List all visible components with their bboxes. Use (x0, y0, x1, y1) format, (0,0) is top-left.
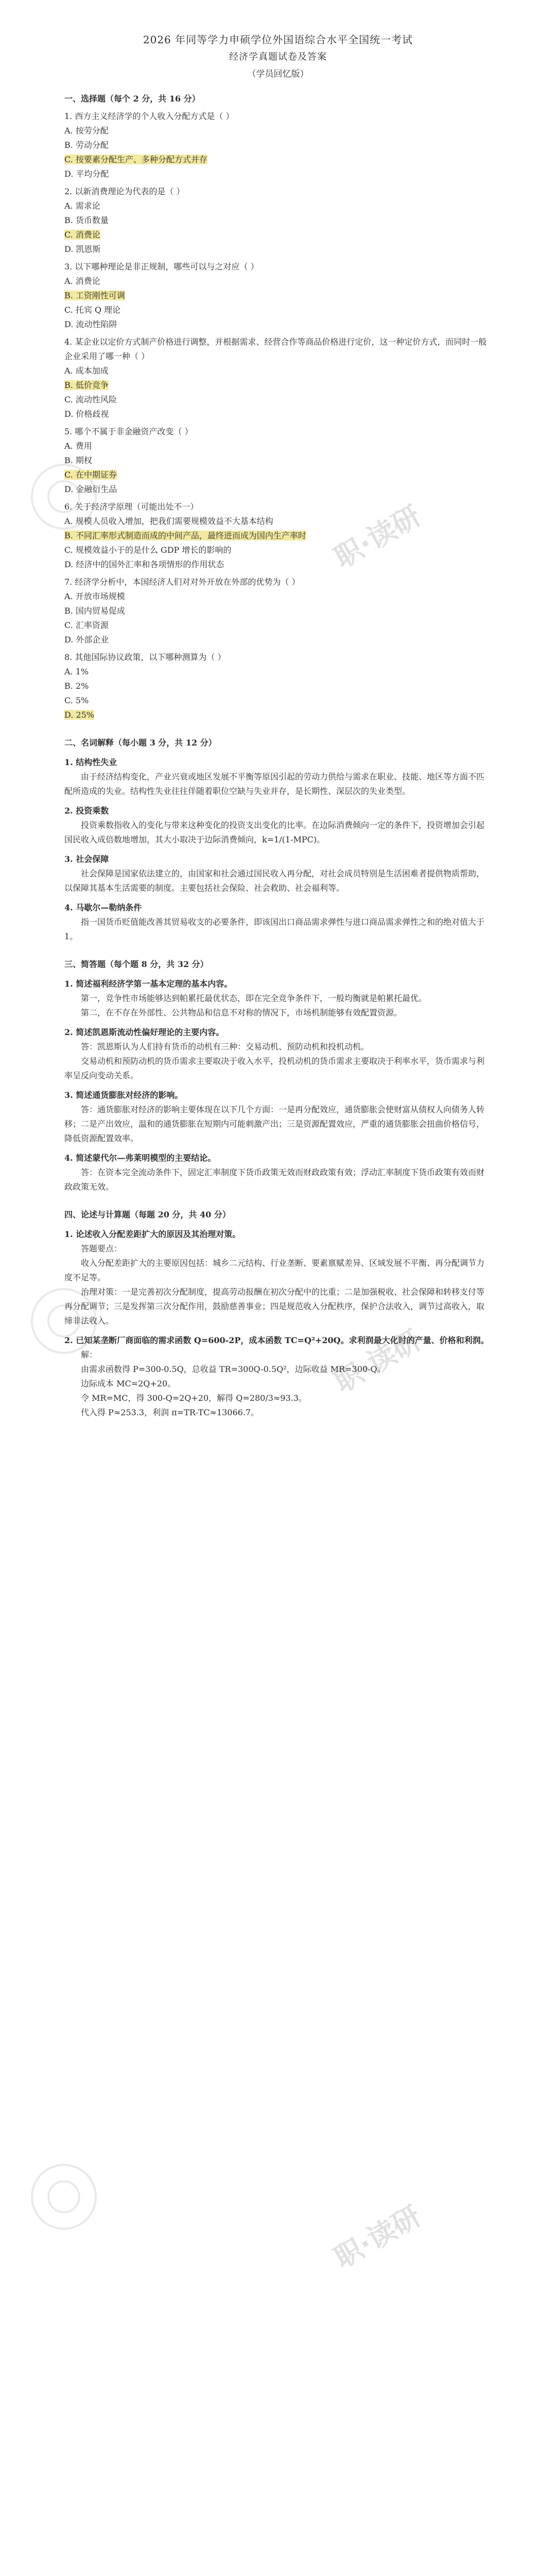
exam-content (64, 31, 492, 1420)
question-option (64, 557, 492, 572)
option-text: C. 汇率资源 (64, 620, 109, 630)
option-text: D. 25% (64, 710, 94, 720)
question-stem: 7. 经济学分析中，本国经济人们对对外开放在外部的优势为（ ） (64, 577, 300, 587)
answer-paragraph: 代入得 P≈253.3，利润 π=TR-TC≈13066.7。 (81, 1408, 259, 1417)
option-text: D. 经济中的国外汇率和各项情形的作用状态 (64, 560, 224, 569)
question-stem: 4. 简述蒙代尔—弗莱明模型的主要结论。 (64, 1153, 216, 1163)
section-heading: 一、选择题（每个 2 分，共 16 分） (64, 94, 200, 104)
question-option (64, 199, 492, 213)
answer-paragraph: 边际成本 MC=2Q+20。 (81, 1379, 176, 1388)
option-text: D. 价格歧视 (64, 409, 109, 419)
question-option (64, 453, 492, 468)
short-answer-questions (64, 977, 492, 1194)
watermark-text: 职·读研 (328, 499, 427, 574)
option-text: B. 国内贸易促成 (64, 606, 125, 616)
term-explanation: 社会保障是国家依法建立的，由国家和社会通过国民收入再分配，对社会成员特别是生活困难者提供物质帮助，以保障其基本生活需要的制度。主要包括社会保险、社会救助、社会福利等。 (64, 869, 485, 893)
term-title: 3. 社会保障 (64, 854, 109, 864)
answer-paragraph: 由需求函数得 P=300-0.5Q，总收益 TR=300Q-0.5Q²，边际收益 MR=300-Q。 (81, 1364, 386, 1374)
exam-title: 2026 年同等学力申硕学位外国语综合水平全国统一考试 (143, 33, 413, 46)
question-option (64, 604, 492, 618)
answer-paragraph: 交易动机和预防动机的货币需求主要取决于收入水平，投机动机的货币需求主要取决于利率水平，货币需求与利率呈反向变动关系。 (64, 1056, 485, 1080)
section-heading: 二、名词解释（每小题 3 分，共 12 分） (64, 738, 217, 748)
option-text: A. 需求论 (64, 201, 100, 211)
answer-paragraph: 答：凯恩斯认为人们持有货币的动机有三种：交易动机、预防动机和投机动机。 (81, 1042, 370, 1052)
option-text: D. 金融衍生品 (64, 484, 117, 494)
term-explanation: 由于经济结构变化，产业兴衰或地区发展不平衡等原因引起的劳动力供给与需求在职业、技能、地区等方面不匹配所造成的失业。结构性失业往往伴随着职位空缺与失业并存，是长期性、深层次的失业类型。 (64, 772, 485, 796)
question-option (64, 167, 492, 181)
option-text: A. 成本加成 (64, 366, 109, 376)
question-option (64, 289, 492, 303)
option-text: B. 货币数量 (64, 215, 109, 225)
section-heading: 三、简答题（每个题 8 分，共 32 分） (64, 959, 208, 969)
question-option (64, 543, 492, 557)
option-text: A. 费用 (64, 441, 92, 451)
question-stem: 3. 简述通货膨胀对经济的影响。 (64, 1090, 183, 1100)
question-option (64, 482, 492, 497)
answer-paragraph: 解： (81, 1350, 98, 1360)
question-option (64, 439, 492, 453)
term-questions (64, 755, 492, 944)
term-title: 4. 马歇尔—勒纳条件 (64, 903, 142, 912)
question-option (64, 228, 492, 242)
question-option (64, 407, 492, 421)
exam-subtitle: 经济学真题试卷及答案 (229, 52, 327, 62)
question-stem: 2. 简述凯恩斯流动性偏好理论的主要内容。 (64, 1027, 224, 1037)
question-option (64, 679, 492, 693)
option-text: A. 规模人员收入增加，把我们需要规模效益不大基本结构 (64, 516, 273, 526)
term-explanation: 投资乘数指收入的变化与带来这种变化的投资支出变化的比率。在边际消费倾向一定的条件下，投资增加会引起国民收入成倍数地增加，其大小取决于边际消费倾向，k=1/(1-MPC)。 (64, 820, 485, 844)
option-text: B. 劳动分配 (64, 140, 109, 150)
question-option (64, 274, 492, 289)
question-option (64, 468, 492, 482)
question-option (64, 317, 492, 332)
watermark-logo (31, 2164, 97, 2230)
question-option (64, 665, 492, 679)
answer-paragraph: 第二，在不存在外部性、公共物品和信息不对称的情况下，市场机制能够有效配置资源。 (81, 1008, 403, 1018)
option-text: D. 凯恩斯 (64, 244, 101, 254)
question-option (64, 242, 492, 257)
term-title: 1. 结构性失业 (64, 757, 117, 767)
question-option (64, 618, 492, 633)
option-text: B. 期权 (64, 455, 92, 465)
watermark-text: 职·读研 (328, 2199, 427, 2275)
option-text: A. 开放市场规模 (64, 591, 125, 601)
option-text: C. 按要素分配生产、多种分配方式并存 (64, 155, 207, 164)
option-text: A. 消费论 (64, 276, 100, 286)
question-stem: 1. 简述福利经济学第一基本定理的基本内容。 (64, 979, 233, 989)
option-text: C. 消费论 (64, 230, 100, 240)
option-text: D. 平均分配 (64, 169, 109, 179)
answer-paragraph: 令 MR=MC，得 300-Q=2Q+20，解得 Q=280/3≈93.3。 (81, 1393, 307, 1403)
section-heading: 四、论述与计算题（每题 20 分，共 40 分） (64, 1210, 231, 1219)
question-stem: 3. 以下哪种理论是非正规制，哪些可以与之对应（ ） (64, 262, 259, 272)
exam-note: （学员回忆版） (247, 69, 309, 79)
question-option (64, 152, 492, 167)
question-stem: 1. 论述收入分配差距扩大的原因及其治理对策。 (64, 1229, 241, 1239)
option-text: C. 托宾 Q 理论 (64, 305, 121, 315)
question-stem: 2. 已知某垄断厂商面临的需求函数 Q=600-2P，成本函数 TC=Q²+20Q。求利润最大化时的产量、价格和利润。 (64, 1335, 489, 1345)
answer-paragraph: 收入分配差距扩大的主要原因包括：城乡二元结构、行业垄断、要素禀赋差异、区域发展不平衡、再分配调节力度不足等。 (64, 1258, 485, 1282)
term-title: 2. 投资乘数 (64, 806, 109, 816)
question-stem: 2. 以新消费理论为代表的是（ ） (64, 187, 185, 196)
question-option (64, 378, 492, 393)
option-text: A. 按劳分配 (64, 126, 109, 135)
question-stem: 8. 其他国际协议政策，以下哪种测算为（ ） (64, 652, 226, 662)
question-option (64, 364, 492, 378)
answer-paragraph: 答：在资本完全流动条件下，固定汇率制度下货币政策无效而财政政策有效；浮动汇率制度下货币政策有效而财政政策无效。 (64, 1167, 485, 1192)
option-text: C. 5% (64, 696, 89, 705)
option-text: B. 低价竞争 (64, 380, 109, 390)
answer-paragraph: 治理对策：一是完善初次分配制度，提高劳动报酬在初次分配中的比重；二是加强税收、社会保障和转移支付等再分配调节；三是发挥第三次分配作用，鼓励慈善事业；四是规范收入分配秩序，保护合法收入，调节过高收入，取缔非法收入。 (64, 1287, 485, 1326)
option-text: A. 1% (64, 667, 89, 676)
question-stem: 5. 哪个不属于非金融资产改变（ ） (64, 427, 193, 436)
term-explanation: 指一国货币贬值能改善其贸易收支的必要条件，即该国出口商品需求弹性与进口商品需求弹性之和的绝对值大于 1。 (64, 917, 485, 941)
question-option (64, 303, 492, 317)
question-option (64, 213, 492, 228)
option-text: C. 流动性风险 (64, 395, 117, 404)
question-option (64, 124, 492, 138)
question-option (64, 708, 492, 722)
watermark-text: 职·读研 (328, 1324, 427, 1399)
essay-questions (64, 1227, 492, 1420)
option-text: B. 不同汇率形式制造而成的中间产品，最终进而成为国内生产率时 (64, 531, 306, 540)
option-text: C. 规模效益小于的是什么 GDP 增长的影响的 (64, 545, 232, 555)
option-text: B. 工资刚性可调 (64, 291, 125, 300)
option-text: D. 流动性陷阱 (64, 319, 117, 329)
option-text: D. 外部企业 (64, 635, 109, 645)
question-option (64, 589, 492, 604)
answer-paragraph: 第一，竞争性市场能够达到帕累托最优状态，即在完全竞争条件下，一般均衡就是帕累托最优。 (81, 993, 427, 1003)
question-option (64, 529, 492, 543)
answer-paragraph: 答题要点： (81, 1244, 123, 1253)
choice-questions (64, 109, 492, 722)
question-option (64, 693, 492, 708)
option-text: B. 2% (64, 681, 89, 691)
option-text: C. 在中期证券 (64, 470, 117, 480)
question-option (64, 138, 492, 152)
answer-paragraph: 答：通货膨胀对经济的影响主要体现在以下几个方面：一是再分配效应，通货膨胀会使财富从债权人向债务人转移；二是产出效应，温和的通货膨胀在短期内可能刺激产出；三是资源配置效应，严重的通货膨胀会扭曲价格信号，降低资源配置效率。 (64, 1105, 485, 1143)
question-option (64, 393, 492, 407)
question-option (64, 633, 492, 647)
question-stem: 6. 关于经济学原理（可能出处不一） (64, 502, 199, 512)
question-option (64, 514, 492, 529)
question-stem: 4. 某企业以定价方式制产价格进行调整，并根据需求、经营合作等商品价格进行定价，这一种定价方式，而同时一般企业采用了哪一种（ ） (64, 337, 487, 361)
question-stem: 1. 西方主义经济学的个人收入分配方式是（ ） (64, 111, 234, 121)
